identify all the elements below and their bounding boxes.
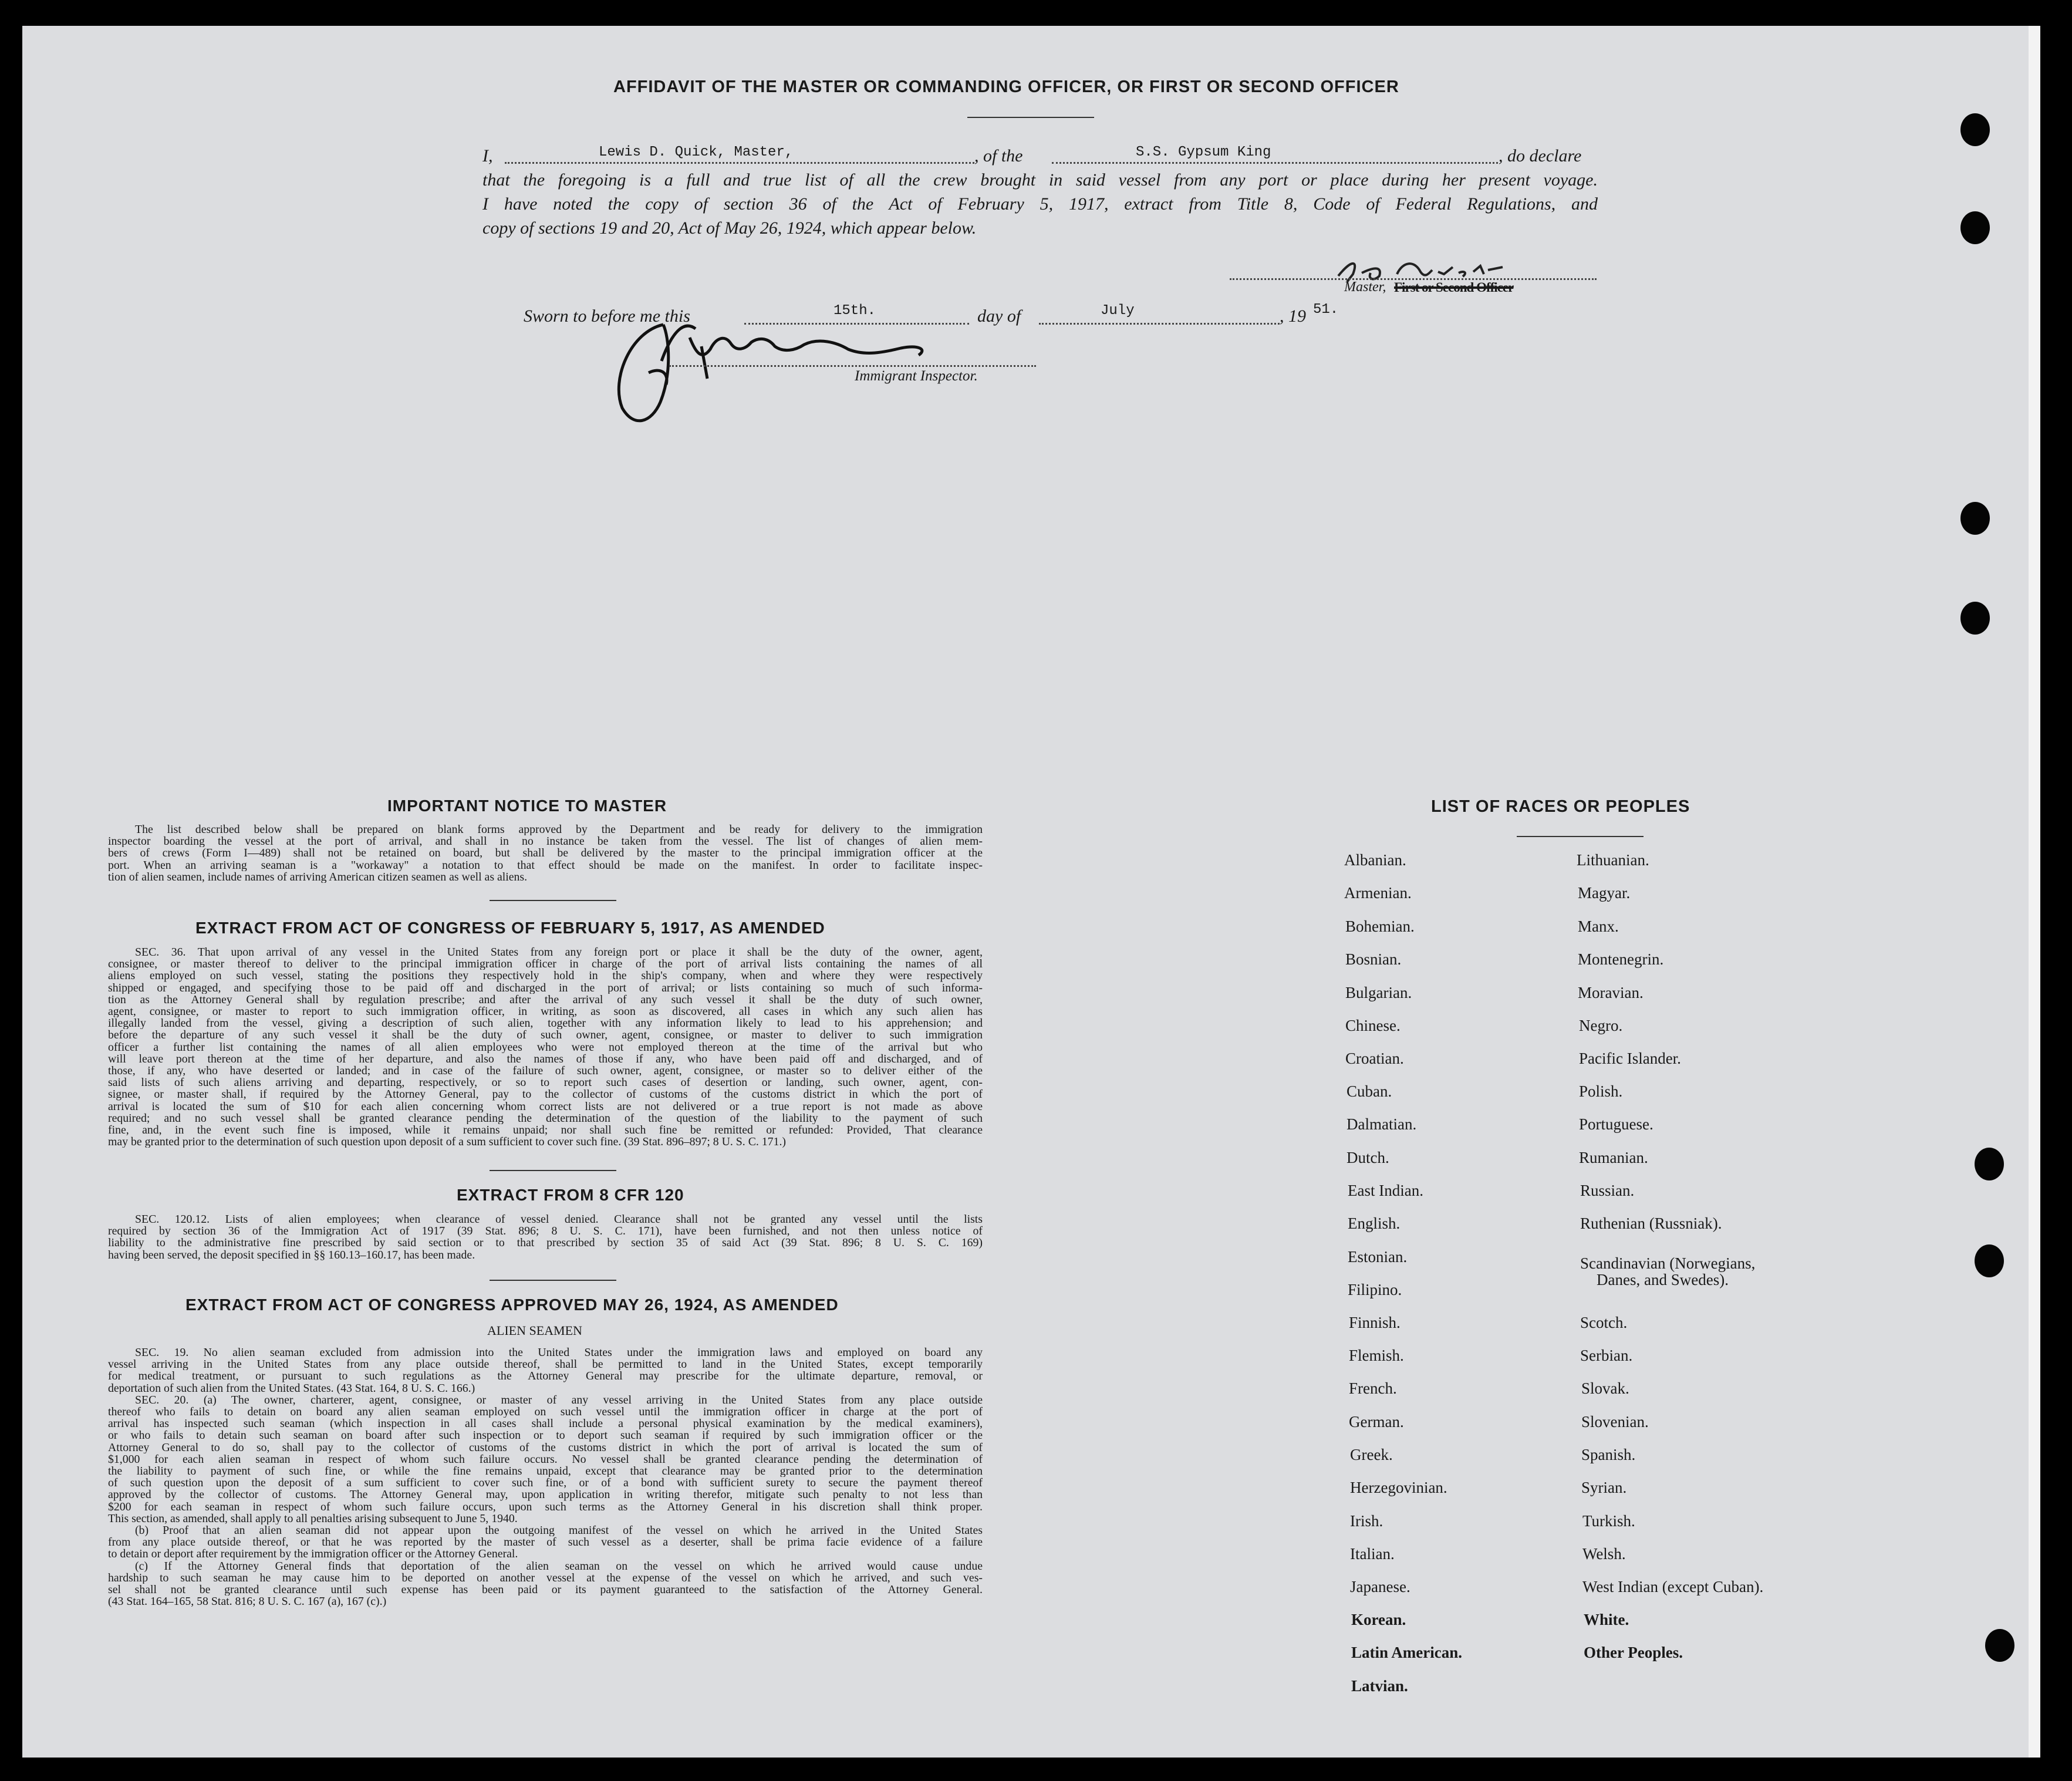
race-item: Herzegovinian. — [1350, 1479, 1447, 1496]
divider — [490, 1170, 616, 1171]
year-field: 51. — [1313, 302, 1339, 318]
extract-line: said lists of such aliens arriving and departing, respectively, or so to report such cases of desertion or landing, such owner, agent, con- — [108, 1077, 983, 1089]
race-item: Rumanian. — [1579, 1149, 1648, 1166]
race-item: Italian. — [1350, 1545, 1395, 1563]
race-item: Korean. — [1351, 1611, 1406, 1628]
race-item: Scotch. — [1580, 1314, 1628, 1331]
extract-line: aliens employed on such vessel, stating the positions they respectively hold in the ship's company, when and where they were respectively — [108, 970, 983, 982]
race-item: Polish. — [1579, 1082, 1623, 1100]
race-item: Lithuanian. — [1577, 851, 1649, 869]
affidavit-title: AFFIDAVIT OF THE MASTER OR COMMANDING OFFICER, OR FIRST OR SECOND OFFICER — [613, 77, 1399, 96]
extract-line: This section, as amended, shall apply to all penalties arising subsequent to June 5, 1940. — [108, 1512, 518, 1525]
race-item: Slovenian. — [1581, 1413, 1649, 1431]
vessel-name-field: S.S. Gypsum King — [1136, 144, 1271, 160]
extract-line: will leave port thereon at the time of her departure, and also the names of those if any, who have been paid off and discharged, and of — [108, 1053, 983, 1065]
extract-line: those, if any, who have deserted or landed; and in case of the failure of such owner, agent, consignee, or master so to deliver either of the — [108, 1065, 983, 1077]
extract-line: arrival has inspected such seaman (which inspection in all cases shall include a personal physical examination by the medical examiners), — [108, 1418, 983, 1430]
master-name-field: Lewis D. Quick, Master, — [599, 144, 794, 160]
race-item: Estonian. — [1348, 1248, 1408, 1266]
year-prefix: , 19 — [1280, 306, 1306, 326]
race-item: West Indian (except Cuban). — [1582, 1578, 1764, 1596]
extract-line: having been served, the deposit specified in §§ 160.13–160.17, has been made. — [108, 1249, 475, 1261]
extract-line: required; and no such vessel shall be granted clearance pending the determination of the question of the liability to the payment of such — [108, 1112, 983, 1125]
extract-line: Attorney General to do so, shall pay to the collector of customs of the customs district in which the port of arrival is located the sum of — [108, 1441, 983, 1453]
extract-line: may be granted prior to the determination of such question upon deposit of a sum sufficient to cover such fine. (39 Stat. 896–897; 8 U. S. C. 171.) — [108, 1136, 786, 1148]
extract-line: arrival is located the sum of $10 for each alien concerning whom correct lists are not delivered or a true report is not made as above — [108, 1100, 983, 1112]
extract-line: thereof who fails to detain on board any alien seaman employed on such vessel until the immigration officer in charge at the port of — [108, 1406, 983, 1418]
race-item: Cuban. — [1347, 1082, 1392, 1100]
extract-line: shipped or engaged, and specifying those to be paid off and discharged in the port of arrival; or lists containing so much of such informa- — [108, 981, 983, 994]
race-item: Armenian. — [1344, 884, 1412, 902]
extract-cfr-text — [108, 1213, 983, 1261]
extract-line: $200 for each seaman in respect of whom such failure occurs, upon such terms as the Attorney General in his discretion shall think proper. — [108, 1500, 983, 1513]
extract-line: illegally landed from the vessel, giving a description of such alien, together with any information likely to lead to his apprehension; and — [108, 1017, 983, 1030]
affidavit-i-label: I, — [482, 146, 493, 166]
binder-hole — [1960, 211, 1990, 244]
signature-caption: Master, — [1344, 279, 1386, 295]
divider — [1517, 836, 1644, 837]
race-item: English. — [1348, 1215, 1401, 1232]
notice-line: tion of alien seamen, include names of arriving American citizen seamen as well as aliens. — [108, 871, 528, 883]
binder-hole — [1960, 602, 1990, 635]
affidavit-line-4: copy of sections 19 and 20, Act of May 26, 1924, which appear below. — [482, 218, 977, 238]
inspector-line — [669, 364, 1036, 367]
race-item: Finnish. — [1349, 1314, 1401, 1331]
race-item: Syrian. — [1581, 1479, 1627, 1496]
race-item: Japanese. — [1350, 1578, 1410, 1596]
struck-officer-text: First or Second Officer — [1394, 280, 1514, 295]
extract-1924-subtitle: ALIEN SEAMEN — [487, 1323, 582, 1338]
of-the-label: , of the — [974, 146, 1023, 166]
sworn-day-field: 15th. — [833, 303, 876, 319]
extract-line: approved by the collector of customs. The Attorney General may, upon application in writing therefor, mitigate such penalty to not less than — [108, 1489, 983, 1501]
binder-hole — [1960, 502, 1990, 535]
notice-text — [108, 824, 983, 883]
notice-title: IMPORTANT NOTICE TO MASTER — [387, 797, 667, 815]
race-item: Irish. — [1350, 1512, 1383, 1530]
race-item: Albanian. — [1344, 851, 1406, 869]
extract-line: sel shall not be granted clearance until such expense has been paid or its payment guaranteed to the satisfaction of the Attorney General. — [108, 1584, 983, 1596]
race-item: Moravian. — [1578, 984, 1644, 1001]
extract-line: for medical treatment, or pursuant to such regulations as the Attorney General may prescribe for the ultimate departure, removal, or — [108, 1370, 983, 1382]
extract-1924-text — [108, 1347, 983, 1607]
race-item: French. — [1349, 1379, 1397, 1397]
page-edge — [2029, 26, 2040, 1758]
race-item: Manx. — [1578, 918, 1619, 935]
extract-1917-text — [108, 946, 983, 1148]
extract-line: (b) Proof that an alien seaman did not appear upon the outgoing manifest of the vessel on which he arrived in the United States — [135, 1524, 983, 1537]
race-item: East Indian. — [1348, 1182, 1423, 1199]
sworn-month-field: July — [1101, 303, 1135, 319]
extract-line: SEC. 120.12. Lists of alien employees; when clearance of vessel denied. Clearance shall not be granted any vessel until the lists — [135, 1213, 983, 1226]
extract-1917-title: EXTRACT FROM ACT OF CONGRESS OF FEBRUARY 5, 1917, AS AMENDED — [195, 919, 825, 937]
race-item: Ruthenian (Russniak). — [1580, 1215, 1722, 1232]
race-item: Pacific Islander. — [1579, 1050, 1681, 1067]
extract-line: or who fails to detain such seaman on board after such inspection or to deport such seaman if required by such immigration officer or the — [108, 1429, 983, 1442]
affidavit-line-3: I have noted the copy of section 36 of the Act of February 5, 1917, extract from Title 8, Code of Federal Regulations, and — [482, 194, 1598, 214]
race-item: Bosnian. — [1345, 950, 1402, 968]
affidavit-line-2: that the foregoing is a full and true list of all the crew brought in said vessel from any port or place during her present voyage. — [482, 170, 1598, 190]
extract-line: the liability to payment of such fine, or while the fine remains unpaid, except that clearance may be granted prior to the determination — [108, 1465, 983, 1478]
race-item: Bohemian. — [1345, 918, 1415, 935]
race-item: Slovak. — [1581, 1379, 1629, 1397]
race-item: Greek. — [1350, 1446, 1393, 1463]
race-item: Turkish. — [1582, 1512, 1635, 1530]
race-item: Bulgarian. — [1345, 984, 1412, 1001]
race-item: Spanish. — [1581, 1446, 1636, 1463]
race-item: Serbian. — [1580, 1347, 1633, 1364]
vessel-line — [1052, 146, 1498, 164]
extract-line: officer a further list containing the names of all alien employees who were not employed thereon at the time of the arrival but who — [108, 1041, 983, 1053]
race-item: Russian. — [1580, 1182, 1635, 1199]
extract-line: $1,000 for each alien seaman in respect of whom such failure occurs. No vessel shall be granted clearance pending the determination of — [108, 1453, 983, 1466]
race-item: Negro. — [1579, 1017, 1623, 1034]
race-item: Chinese. — [1345, 1017, 1401, 1034]
divider — [490, 1280, 616, 1281]
divider — [490, 900, 616, 901]
extract-line: from any place outside thereof, or that he was reported by the master of such vessel as a deserter, shall be prima facie evidence of a failure — [108, 1536, 983, 1549]
extract-line: SEC. 19. No alien seaman excluded from admission into the United States under the immigration laws and employed on board any — [135, 1347, 983, 1359]
race-item: Latin American. — [1351, 1644, 1462, 1661]
race-item: Dutch. — [1347, 1149, 1389, 1166]
race-item: Welsh. — [1582, 1545, 1626, 1563]
race-item: German. — [1349, 1413, 1404, 1431]
extract-line: hardship to such seaman he may cause him to be deported on another vessel at the expense of the vessel on which he arrived, and such ves- — [108, 1571, 983, 1584]
day-of-label: day of — [977, 306, 1021, 326]
extract-line: tion as the Attorney General shall by regulation prescribe; and after the arrival of any such vessel it shall be the duty of such owner, — [108, 993, 983, 1006]
race-item: Latvian. — [1351, 1677, 1408, 1695]
sworn-label: Sworn to before me this — [524, 306, 690, 326]
race-item: Dalmatian. — [1347, 1115, 1417, 1133]
extract-line: (43 Stat. 164–165, 58 Stat. 816; 8 U. S. C. 167 (a), 167 (c).) — [108, 1596, 387, 1608]
extract-line: vessel arriving in the United States from any place outside thereof, shall be permitted to land in the United States, except temporarily — [108, 1358, 983, 1371]
binder-hole — [1985, 1629, 2014, 1662]
notice-line: inspector boarding the vessel at the port of arrival, and shall in no instance be taken from the vessel. The list of changes of alien mem- — [108, 835, 983, 848]
extract-line: to detain or deport after requirement by the immigration officer or the Attorney General. — [108, 1548, 518, 1560]
sworn-month-line — [1039, 308, 1280, 325]
extract-line: deportation of such alien from the United States. (43 Stat. 164, 8 U. S. C. 166.) — [108, 1382, 475, 1394]
race-item: Other Peoples. — [1584, 1644, 1683, 1661]
extract-line: signee, or master shall, if required by the Attorney General, pay to the collector of customs of the customs district in which the port of — [108, 1088, 983, 1101]
extract-1924-title: EXTRACT FROM ACT OF CONGRESS APPROVED MAY 26, 1924, AS AMENDED — [185, 1296, 839, 1314]
notice-line: bers of crews (Form I—489) shall not be retained on board, but shall be delivered by the master to the principal immigration officer at the — [108, 847, 983, 859]
binder-hole — [1975, 1148, 2004, 1180]
race-item: Magyar. — [1578, 884, 1631, 902]
binder-hole — [1975, 1244, 2004, 1277]
race-item: Danes, and Swedes). — [1597, 1271, 1729, 1288]
inspector-caption: Immigrant Inspector. — [855, 368, 978, 384]
extract-line: SEC. 36. That upon arrival of any vessel in the United States from any foreign port or place it shall be the duty of the owner, agent, — [135, 946, 983, 959]
extract-line: agent, consignee, or master to report to such immigration officer, in writing, as soon as discovered, all cases in which any such alien has — [108, 1006, 983, 1018]
race-item: Montenegrin. — [1578, 950, 1664, 968]
extract-line: (c) If the Attorney General finds that deportation of the alien seaman on the vessel on which he arrived would cause undue — [135, 1560, 983, 1572]
extract-line: fine, and, in the event such fine is imposed, while it remains unpaid; nor shall such fine be remitted or refunded: Provided, That clearance — [108, 1124, 983, 1136]
races-title: LIST OF RACES OR PEOPLES — [1431, 797, 1690, 816]
extract-line: consignee, or master thereof to deliver to the principal immigration officer in charge of the port of arrival lists containing the names of all — [108, 958, 983, 970]
extract-line: required by section 36 of the Immigration Act of 1917 (39 Stat. 896; 8 U. S. C. 171), have been furnished, and not then unless notice of — [108, 1225, 983, 1237]
race-item: White. — [1584, 1611, 1629, 1628]
race-item: Flemish. — [1349, 1347, 1404, 1364]
extract-line: before the departure of any such vessel it shall be the duty of such owner, agent, consignee, or master to deliver to such immigration — [108, 1029, 983, 1041]
extract-cfr-title: EXTRACT FROM 8 CFR 120 — [457, 1186, 684, 1204]
divider — [967, 117, 1094, 118]
do-declare-label: , do declare — [1499, 146, 1582, 166]
race-item: Croatian. — [1345, 1050, 1404, 1067]
race-item: Portuguese. — [1579, 1115, 1653, 1133]
extract-line: SEC. 20. (a) The owner, charterer, agent, consignee, or master of any vessel arriving in the United States from any place outside — [135, 1394, 983, 1406]
extract-line: of such question upon the deposit of a sum sufficient to cover such fine, or of a bond with sufficient surety to secure the payment thereof — [108, 1477, 983, 1489]
race-item: Scandinavian (Norwegians, — [1580, 1254, 1756, 1272]
extract-line: liability to the administrative fine prescribed by said section or to that prescribed by section 35 of said Act (39 Stat. 896; 8 U. S. C. 169) — [108, 1237, 983, 1249]
notice-line: port. When an arriving seaman is a "workaway" a notation to that effect should be made on the manifest. In order to facilitate inspec- — [108, 859, 983, 871]
notice-line: The list described below shall be prepared on blank forms approved by the Department and be ready for delivery to the immigration — [135, 824, 983, 836]
race-item: Filipino. — [1348, 1281, 1402, 1298]
binder-hole — [1960, 113, 1990, 146]
